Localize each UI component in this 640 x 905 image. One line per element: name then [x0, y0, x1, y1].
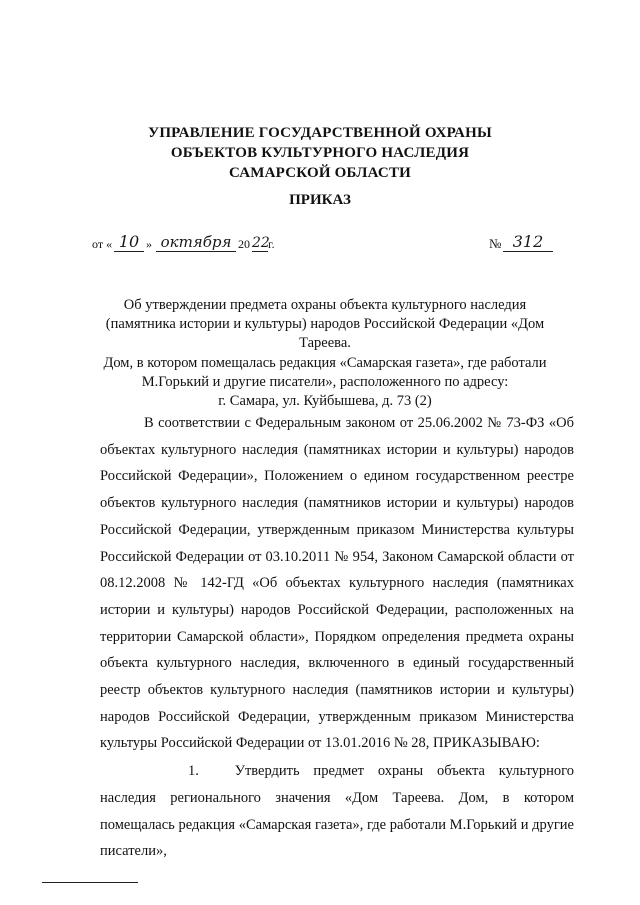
- title-line: Об утверждении предмета охраны объекта культурного наследия: [123, 297, 527, 313]
- document-type: ПРИКАЗ: [289, 192, 351, 208]
- order-body: [100, 410, 574, 865]
- order-number: [489, 230, 559, 252]
- title-line: Дом, в котором помещалась редакция «Самарская газета», где работали: [103, 354, 547, 371]
- date-close-quote: »: [146, 237, 152, 251]
- date-month: октября: [156, 233, 236, 252]
- date-year-suffix: 22: [252, 235, 270, 251]
- authority-header: [0, 123, 640, 183]
- number-label: №: [489, 236, 502, 251]
- date-prefix: от «: [92, 237, 113, 251]
- date-year-end: г.: [268, 237, 275, 251]
- footnote-divider: [42, 882, 138, 883]
- number-value: 312: [503, 232, 553, 252]
- order-date: [92, 230, 292, 252]
- order-title: [80, 296, 570, 411]
- date-year-prefix: 20: [238, 237, 250, 251]
- header-line: УПРАВЛЕНИЕ ГОСУДАРСТВЕННОЙ ОХРАНЫ: [148, 125, 492, 141]
- header-line: ОБЪЕКТОВ КУЛЬТУРНОГО НАСЛЕДИЯ: [170, 145, 470, 161]
- preamble-paragraph: В соответствии с Федеральным законом от 25.06.2002 № 73-ФЗ «Об объектах культурного наследия (памятниках истории и культуры) народов Российской Федерации», Положением о едином государственном реестре объектов культурного наследия (памятников истории и культуры) народов Российской Федерации, утвержденным приказом Министерства культуры Российской Федерации от 03.10.2011 № 954, Законом Самарской области от 08.12.2008 № 142-ГД «Об объектах культурного наследия (памятниках истории и культуры) народов Российской Федерации, расположенных на территории Самарской области», Порядком определения предмета охраны объекта культурного наследия, включенного в единый государственный реестр объектов культурного наследия (памятников истории и культуры) народов Российской Федерации, утвержденным приказом Министерства культуры Российской Федерации от 13.01.2016 № 28, ПРИКАЗЫВАЮ:: [100, 415, 574, 752]
- title-line: г. Самара, ул. Куйбышева, д. 73 (2): [218, 393, 432, 410]
- header-line: САМАРСКОЙ ОБЛАСТИ: [228, 165, 412, 181]
- clause-number: 1.: [188, 763, 199, 780]
- date-day: 10: [114, 232, 144, 252]
- title-line: (памятника истории и культуры) народов Российской Федерации «Дом Тареева.: [105, 316, 545, 352]
- title-line: М.Горький и другие писатели», расположенного по адресу:: [141, 373, 509, 390]
- clause-text: Утвердить предмет охраны объекта культурного наследия регионального значения «Дом Тареева. Дом, в котором помещалась редакция «Самарская газета», где работали М.Горький и другие писатели»,: [100, 763, 574, 860]
- clause-paragraph: [100, 758, 574, 865]
